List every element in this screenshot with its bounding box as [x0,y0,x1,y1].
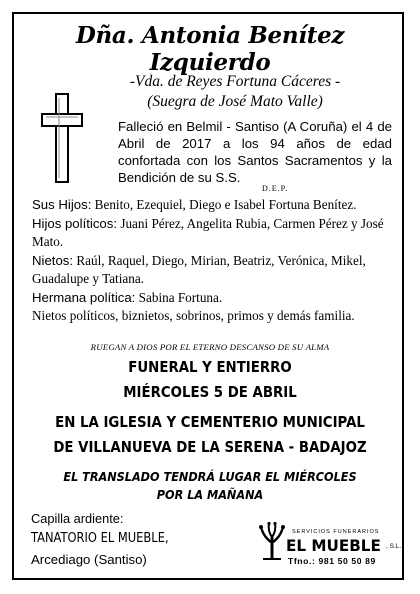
death-notice: Falleció en Belmil - Santiso (A Coruña) el 4 de Abril de 2017 a los 94 años de edad confortada con los Santos Sacramentos y la Bendición de su S.S. [118,119,392,185]
chapel-place: TANATORIO EL MUEBLE, [31,530,169,546]
logo-name: EL MUEBLE [286,536,381,555]
prayer-line: RUEGAN A DIOS POR EL ETERNO DESCANSO DE SU ALMA [90,342,330,352]
logo-tagline: SERVICIOS FUNERARIOS [292,529,380,535]
latin-cross-icon [40,92,84,184]
tree-logo-icon [257,521,287,561]
inlaws-label: Hijos políticos: [32,215,118,231]
funeral-place: EN LA IGLESIA Y CEMENTERIO MUNICIPAL [55,413,365,431]
sister-inlaw-line [32,289,392,308]
chapel-location: Arcediago (Santiso) [31,552,147,567]
deceased-name: Dña. Antonia Benítez Izquierdo [75,22,345,76]
sister-inlaw-name: Sabina Fortuna. [138,289,223,305]
funeral-line-1: FUNERAL Y ENTIERRO [128,358,292,376]
chapel-label: Capilla ardiente: [31,511,124,526]
inlaws-names: Juani Pérez, Angelita Rubia, Carmen Pérez y José Mato. [32,215,384,249]
grandchildren-label: Nietos: [32,252,74,268]
mother-in-law-line: (Suegra de José Mato Valle) [147,93,323,110]
transfer-line-1: EL TRANSLADO TENDRÁ LUGAR EL MIÉRCOLES [63,470,357,485]
logo-phone: Tfno.: 981 50 50 89 [288,556,376,566]
dep-label: D.E.P. [262,184,289,193]
sister-inlaw-label: Hermana política: [32,289,136,305]
children-line [32,196,392,215]
children-names: Benito, Ezequiel, Diego e Isabel Fortuna Benítez. [94,197,357,212]
widow-of-line: -Vda. de Reyes Fortuna Cáceres - [129,73,341,90]
funeral-date: MIÉRCOLES 5 DE ABRIL [123,383,297,401]
grandchildren-names: Raúl, Raquel, Diego, Mirian, Beatriz, Verónica, Mikel, Guadalupe y Tatiana. [32,252,366,286]
children-label: Sus Hijos: [32,197,92,212]
transfer-line-2: POR LA MAÑANA [156,488,264,503]
inlaws-line [32,215,392,252]
funeral-town: DE VILLANUEVA DE LA SERENA - BADAJOZ [53,438,367,456]
family-list [32,196,392,326]
other-relatives-line: Nietos políticos, biznietos, sobrinos, primos y demás familia. [32,308,355,323]
grandchildren-line [32,252,392,289]
logo-suffix: , S.L. [386,543,402,550]
